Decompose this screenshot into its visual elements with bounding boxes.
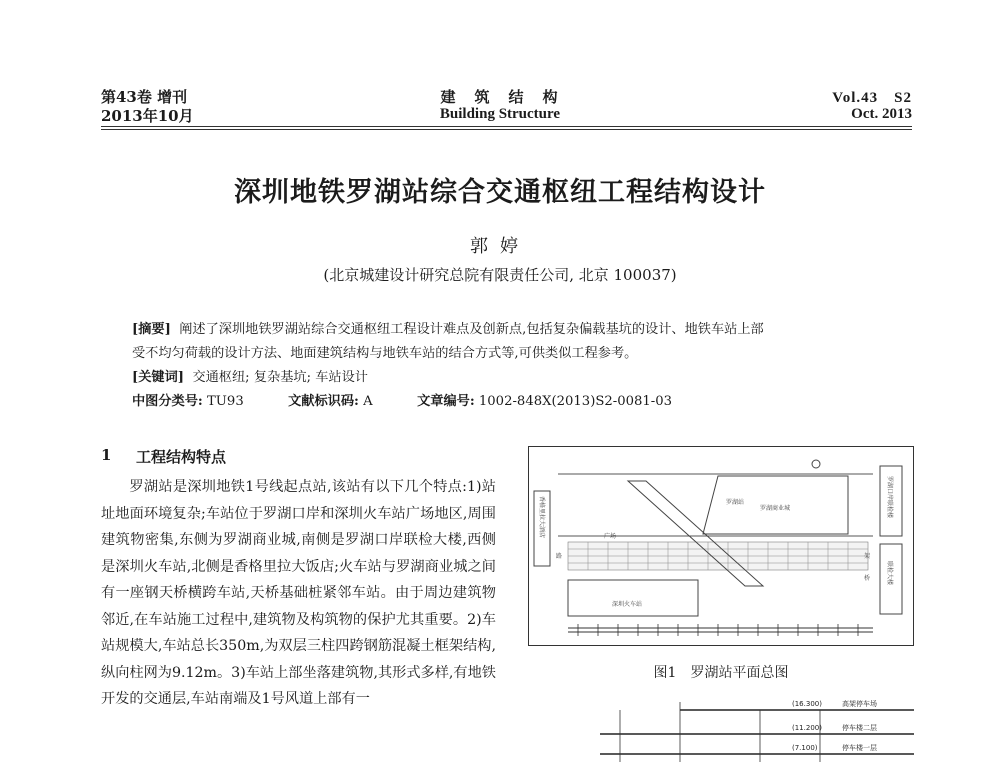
label-frame: 架 bbox=[864, 553, 871, 560]
section-paragraph: 罗湖站是深圳地铁1号线起点站,该站有以下几个特点:1)站址地面环境复杂;车站位于罗湖口岸和深圳火车站广场地区,周围建筑物密集,东侧为罗湖商业城,南侧是罗湖口岸联检大楼,西侧是深圳火车站,北侧是香格里拉大饭店;火车站与罗湖商业城之间有一座钢天桥横跨车站,天桥基础桩紧邻车站。由于周边建筑物邻近,在车站施工过程中,建筑物及构筑物的保护尤其重要。2)车站规模大,车站总长350m,为双层三柱四跨钢筋混凝土框架结构,纵向柱网为9.12m。3)车站上部坐落建筑物,其形式多样,有地铁开发的交通层,车站南端及1号风道上部有一 bbox=[101, 479, 496, 707]
article-no-label: 文章编号: bbox=[417, 394, 475, 409]
level-3-value: (7.100) bbox=[792, 744, 818, 752]
label-luohu-station: 罗湖站 bbox=[726, 499, 745, 506]
journal-date: 2013年10月 bbox=[101, 107, 194, 125]
section-figure bbox=[560, 692, 914, 762]
header-rule bbox=[101, 126, 912, 127]
keywords-line bbox=[132, 366, 368, 390]
site-plan-figure bbox=[528, 446, 914, 646]
journal-volume-en: Vol.43 S2 bbox=[832, 90, 912, 106]
label-right-building: 罗湖口岸联检楼 bbox=[886, 476, 893, 519]
journal-name: 建 筑 结 构 bbox=[440, 88, 560, 106]
label-xiangge: 香格里拉大酒店 bbox=[538, 496, 545, 539]
level-1-value: (16.300) bbox=[792, 700, 822, 708]
doc-code-value: A bbox=[363, 394, 373, 409]
clc-value: TU93 bbox=[207, 394, 244, 409]
label-right-building-2: 联检大楼 bbox=[886, 561, 893, 586]
level-1-label: 高架停车场 bbox=[842, 700, 877, 708]
label-square: 广场 bbox=[604, 533, 617, 540]
article-affiliation: (北京城建设计研究总院有限责任公司, 北京 100037) bbox=[323, 266, 677, 284]
label-bridge: 桥 bbox=[864, 575, 871, 582]
abstract-label: [摘要] bbox=[132, 322, 171, 337]
journal-volume: 第43卷 增刊 bbox=[101, 88, 188, 106]
abstract-text-1: 阐述了深圳地铁罗湖站综合交通枢纽工程设计难点及创新点,包括复杂偏载基坑的设计、地铁车站上部 bbox=[179, 322, 764, 337]
header-rule-2 bbox=[101, 129, 912, 130]
level-2-value: (11.200) bbox=[792, 724, 822, 732]
section-heading: 工程结构特点 bbox=[136, 448, 227, 466]
level-3-label: 停车楼一层 bbox=[842, 744, 877, 752]
keywords-label: [关键词] bbox=[132, 370, 185, 385]
classification-line bbox=[132, 390, 672, 414]
article-no-value: 1002-848X(2013)S2-0081-03 bbox=[478, 394, 673, 409]
doc-code-label: 文献标识码: bbox=[288, 394, 359, 409]
article-title: 深圳地铁罗湖站综合交通枢纽工程结构设计 bbox=[234, 177, 766, 208]
figure-1-caption: 图1 罗湖站平面总图 bbox=[653, 665, 789, 681]
abstract-text-2: 受不均匀荷载的设计方法、地面建筑结构与地铁车站的结合方式等,可供类似工程参考。 bbox=[132, 346, 638, 361]
abstract-line-1 bbox=[132, 318, 764, 342]
abstract-line-2 bbox=[132, 342, 637, 366]
clc-label: 中图分类号: bbox=[132, 394, 203, 409]
article-author: 郭婷 bbox=[470, 236, 530, 257]
label-shangye: 罗湖商业城 bbox=[760, 505, 791, 512]
label-road: 路 bbox=[556, 553, 563, 560]
keywords-text: 交通枢纽; 复杂基坑; 车站设计 bbox=[192, 370, 368, 385]
section-body bbox=[101, 474, 496, 713]
label-shenzhen-station: 深圳火车站 bbox=[612, 601, 643, 608]
journal-date-en: Oct. 2013 bbox=[851, 106, 912, 122]
level-2-label: 停车楼二层 bbox=[842, 724, 877, 732]
journal-name-en: Building Structure bbox=[439, 106, 561, 122]
section-number: 1 bbox=[101, 446, 112, 464]
